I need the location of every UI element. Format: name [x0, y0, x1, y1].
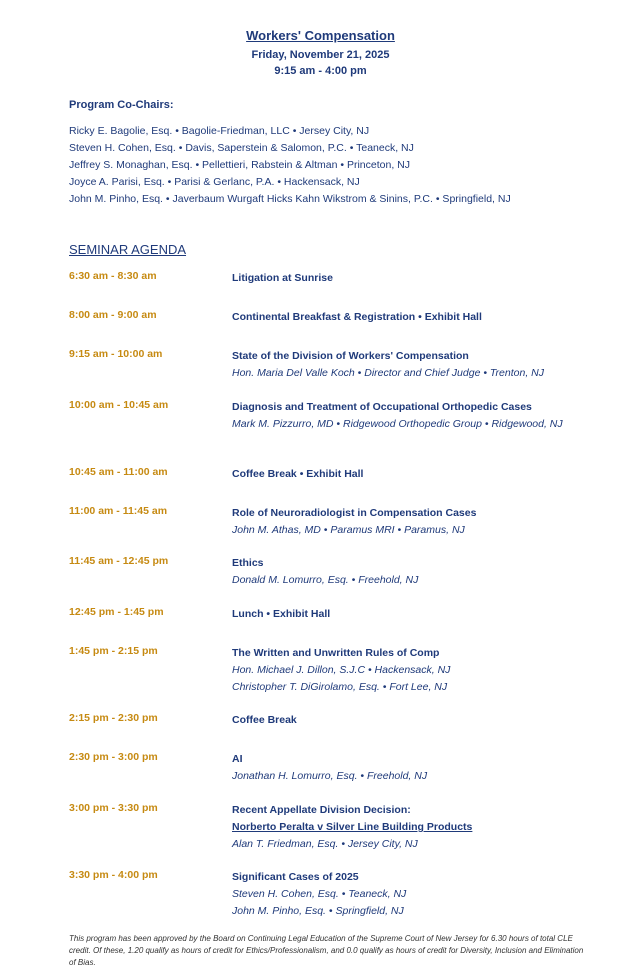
- cochair-item: Joyce A. Parisi, Esq. • Parisi & Gerlanc, P.A. • Hackensack, NJ: [69, 176, 360, 188]
- slot-speaker: Alan T. Friedman, Esq. • Jersey City, NJ: [232, 838, 418, 850]
- slot-time: 1:45 pm - 2:15 pm: [69, 645, 158, 657]
- slot-speaker: John M. Pinho, Esq. • Springfield, NJ: [232, 905, 404, 917]
- slot-title: Coffee Break: [232, 714, 297, 726]
- slot-title: Role of Neuroradiologist in Compensation Cases: [232, 507, 477, 519]
- slot-time: 10:00 am - 10:45 am: [69, 399, 169, 411]
- slot-time: 11:45 am - 12:45 pm: [69, 555, 169, 567]
- slot-time: 8:00 am - 9:00 am: [69, 309, 157, 321]
- slot-title: The Written and Unwritten Rules of Comp: [232, 647, 440, 659]
- slot-time: 3:00 pm - 3:30 pm: [69, 802, 158, 814]
- slot-speaker: Hon. Michael J. Dillon, S.J.C • Hackensack, NJ: [232, 664, 451, 676]
- slot-title: Continental Breakfast & Registration • Exhibit Hall: [232, 311, 482, 323]
- cochair-item: Jeffrey S. Monaghan, Esq. • Pellettieri, Rabstein & Altman • Princeton, NJ: [69, 159, 410, 171]
- agenda-heading: SEMINAR AGENDA: [69, 242, 187, 257]
- slot-title: State of the Division of Workers' Compensation: [232, 350, 469, 362]
- slot-title: Coffee Break • Exhibit Hall: [232, 468, 364, 480]
- slot-speaker: Donald M. Lomurro, Esq. • Freehold, NJ: [232, 574, 419, 586]
- cochair-item: John M. Pinho, Esq. • Javerbaum Wurgaft Hicks Kahn Wikstrom & Sinins, P.C. • Springfield, NJ: [69, 193, 511, 205]
- slot-title: Lunch • Exhibit Hall: [232, 608, 331, 620]
- case-link[interactable]: Norberto Peralta v Silver Line Building Products: [232, 821, 473, 833]
- slot-time: 2:30 pm - 3:00 pm: [69, 751, 158, 763]
- slot-time: 2:15 pm - 2:30 pm: [69, 712, 158, 724]
- slot-time: 3:30 pm - 4:00 pm: [69, 869, 158, 881]
- cochair-item: Ricky E. Bagolie, Esq. • Bagolie-Friedman, LLC • Jersey City, NJ: [69, 125, 370, 137]
- slot-speaker: Steven H. Cohen, Esq. • Teaneck, NJ: [232, 888, 407, 900]
- slot-title: Ethics: [232, 557, 264, 569]
- slot-time: 11:00 am - 11:45 am: [69, 505, 168, 517]
- slot-time: 9:15 am - 10:00 am: [69, 348, 163, 360]
- slot-title: Litigation at Sunrise: [232, 272, 333, 284]
- slot-time: 6:30 am - 8:30 am: [69, 270, 157, 282]
- program-time: 9:15 am - 4:00 pm: [274, 65, 367, 77]
- slot-speaker: Mark M. Pizzurro, MD • Ridgewood Orthopedic Group • Ridgewood, NJ: [232, 418, 563, 430]
- slot-time: 10:45 am - 11:00 am: [69, 466, 168, 478]
- slot-speaker: John M. Athas, MD • Paramus MRI • Paramus, NJ: [232, 524, 465, 536]
- cochair-item: Steven H. Cohen, Esq. • Davis, Saperstein & Salomon, P.C. • Teaneck, NJ: [69, 142, 414, 154]
- slot-title: Diagnosis and Treatment of Occupational Orthopedic Cases: [232, 401, 532, 413]
- slot-speaker: Jonathan H. Lomurro, Esq. • Freehold, NJ: [232, 770, 428, 782]
- program-date: Friday, November 21, 2025: [251, 49, 390, 61]
- program-title: Workers' Compensation: [246, 28, 395, 43]
- cochairs-heading: Program Co-Chairs:: [69, 99, 174, 111]
- slot-time: 12:45 pm - 1:45 pm: [69, 606, 164, 618]
- slot-speaker: Hon. Maria Del Valle Koch • Director and Chief Judge • Trenton, NJ: [232, 367, 544, 379]
- slot-title: AI: [232, 753, 243, 765]
- slot-title: Significant Cases of 2025: [232, 871, 359, 883]
- cle-credit-note: This program has been approved by the Board on Continuing Legal Education of the Supreme Court of New Jersey for 6.30 hours of total CLE credit. Of these, 1.20 qualify as hours of credit for Ethics/Professionalism, and 0.0 qualify as hours of credit for Diversity, Inclusion and Elimination of Bias.: [69, 934, 584, 967]
- slot-title: Recent Appellate Division Decision:: [232, 804, 411, 816]
- slot-speaker: Christopher T. DiGirolamo, Esq. • Fort Lee, NJ: [232, 681, 448, 693]
